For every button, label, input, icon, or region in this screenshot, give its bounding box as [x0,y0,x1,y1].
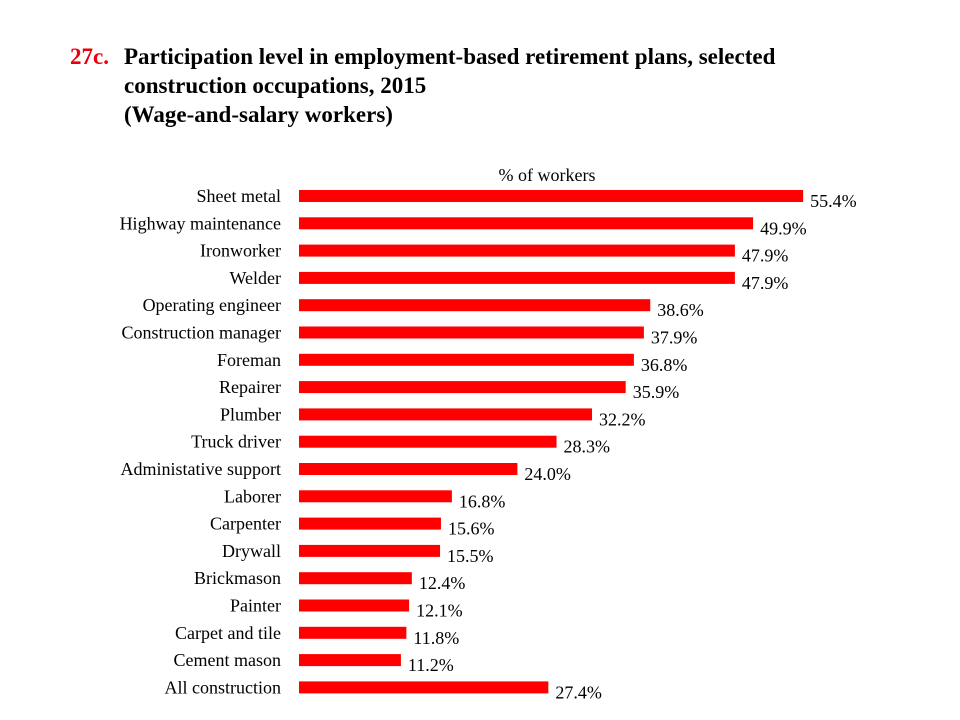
category-label: Foreman [217,349,281,370]
category-label: Construction manager [121,322,281,343]
category-label: Highway maintenance [119,213,281,234]
category-label: Brickmason [194,568,281,589]
data-label: 24.0% [524,464,571,484]
bar [299,518,441,530]
data-label: 38.6% [657,300,704,321]
category-label: Cement mason [173,650,281,671]
data-label: 11.2% [407,655,454,676]
bar [299,572,412,584]
data-label: 55.4% [810,191,857,211]
x-axis-title: % of workers [498,165,596,185]
data-label: 36.8% [640,354,688,375]
category-label: Ironworker [200,240,281,261]
bar [299,190,803,202]
bar [299,354,634,366]
category-label: Repairer [219,377,281,398]
chart-subtitle: (Wage-and-salary workers) [124,102,393,127]
category-label: Welder [229,267,281,288]
category-label: Laborer [224,486,281,507]
category-label: Plumber [220,404,281,425]
category-label: Drywall [222,540,281,561]
bar [299,600,409,612]
category-label: Sheet metal [196,186,281,206]
bar [299,245,735,257]
category-label: Administative support [120,459,281,479]
data-label: 27.4% [555,682,602,703]
category-label: Carpenter [210,513,281,534]
bar [299,408,592,420]
data-label: 15.5% [447,545,494,566]
data-label: 37.9% [650,327,698,348]
bar [299,463,517,475]
data-label: 12.4% [418,573,466,594]
category-label: Carpet and tile [175,622,281,643]
data-label: 47.9% [741,272,789,293]
bar [299,436,557,448]
bar [299,217,753,229]
bar [299,299,650,311]
bar [299,490,452,502]
data-label: 16.8% [458,491,506,512]
bar [299,545,440,557]
data-label: 49.9% [760,218,807,239]
data-label: 11.8% [413,627,460,648]
category-label: Operating engineer [142,295,281,316]
bar [299,272,735,284]
bar [299,681,548,693]
category-label: Painter [230,595,281,616]
data-label: 47.9% [741,245,789,266]
bar [299,327,644,339]
chart-number: 27c. [70,44,109,69]
bar [299,381,626,393]
chart-title-line-2: construction occupations, 2015 [124,73,427,98]
category-label: Truck driver [191,431,281,452]
data-label: 12.1% [416,600,463,621]
chart-title-text-1: Participation level in employment-based retirement plans, selected [124,44,776,69]
data-label: 35.9% [632,382,680,403]
data-label: 32.2% [599,409,646,430]
bar [299,654,401,666]
data-label: 28.3% [563,436,611,457]
data-label: 15.6% [447,518,495,539]
category-label: All construction [164,677,281,698]
bar [299,627,406,639]
